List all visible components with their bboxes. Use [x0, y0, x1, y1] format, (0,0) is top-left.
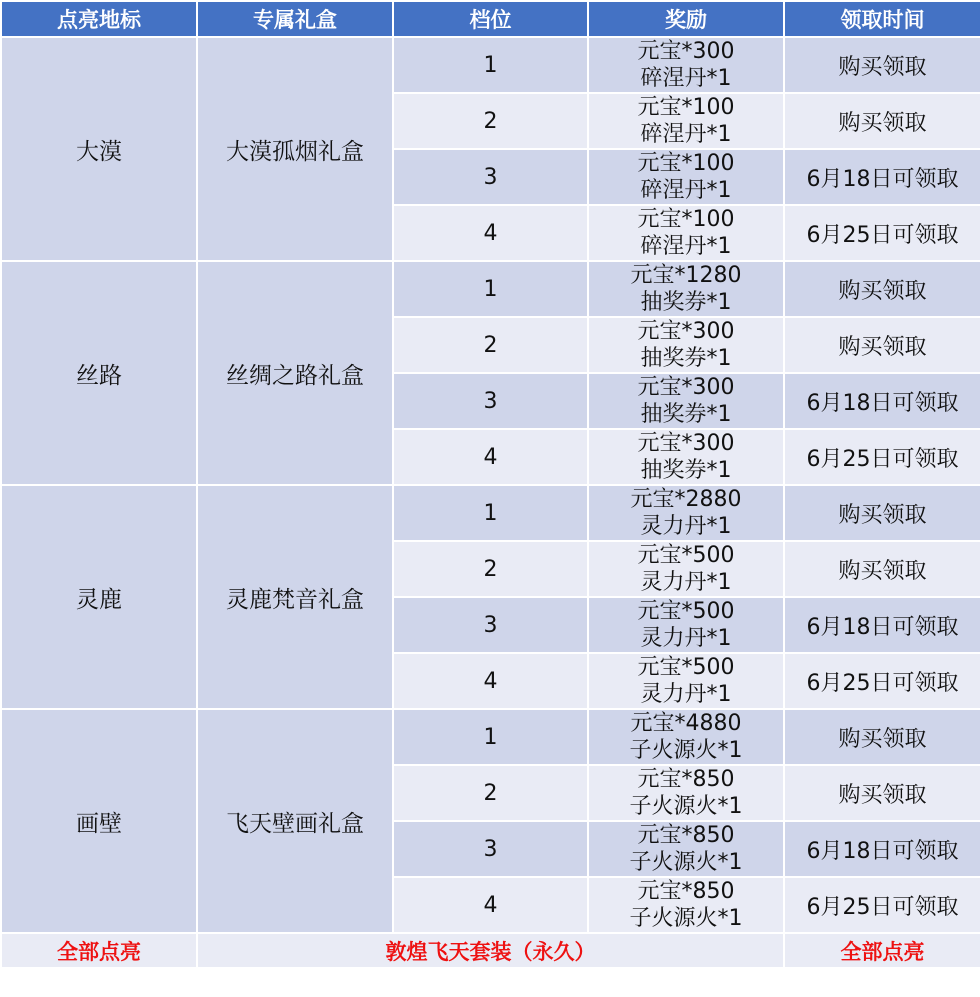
reward-line-1: 元宝*300 — [637, 319, 735, 344]
reward-line-2: 抽奖券*1 — [640, 402, 732, 427]
reward-line-2: 灵力丹*1 — [640, 514, 732, 539]
claim-time-cell: 6月25日可领取 — [784, 429, 980, 485]
tier-cell: 4 — [393, 429, 588, 485]
reward-line-2: 灵力丹*1 — [640, 570, 732, 595]
reward-cell — [588, 821, 784, 877]
reward-cell — [588, 877, 784, 933]
reward-line-2: 碎涅丹*1 — [640, 122, 732, 147]
reward-line-1: 元宝*850 — [637, 767, 735, 792]
reward-cell — [588, 149, 784, 205]
reward-cell — [588, 373, 784, 429]
footer-costume-reward: 敦煌飞天套装（永久） — [197, 933, 784, 968]
tier-cell: 2 — [393, 317, 588, 373]
reward-cell — [588, 653, 784, 709]
landmark-cell: 大漠 — [1, 37, 197, 261]
reward-line-2: 抽奖券*1 — [640, 290, 732, 315]
reward-line-2: 子火源火*1 — [629, 738, 743, 763]
reward-line-2: 抽奖券*1 — [640, 346, 732, 371]
table-row — [1, 709, 980, 765]
reward-line-2: 抽奖券*1 — [640, 458, 732, 483]
reward-cell — [588, 541, 784, 597]
claim-time-cell: 购买领取 — [784, 317, 980, 373]
reward-line-1: 元宝*1280 — [630, 263, 742, 288]
reward-line-2: 子火源火*1 — [629, 850, 743, 875]
reward-line-2: 子火源火*1 — [629, 794, 743, 819]
claim-time-cell: 购买领取 — [784, 37, 980, 93]
footer-row — [1, 933, 980, 968]
claim-time-cell: 6月18日可领取 — [784, 149, 980, 205]
reward-line-1: 元宝*100 — [637, 151, 735, 176]
claim-time-cell: 6月25日可领取 — [784, 205, 980, 261]
tier-cell: 1 — [393, 485, 588, 541]
gift-box-cell: 飞天壁画礼盒 — [197, 709, 393, 933]
reward-line-2: 子火源火*1 — [629, 906, 743, 931]
reward-cell — [588, 317, 784, 373]
reward-cell — [588, 709, 784, 765]
reward-line-2: 碎涅丹*1 — [640, 66, 732, 91]
footer-all-lit-left: 全部点亮 — [1, 933, 197, 968]
claim-time-cell: 6月25日可领取 — [784, 877, 980, 933]
reward-line-2: 灵力丹*1 — [640, 626, 732, 651]
footer-all-lit-right: 全部点亮 — [784, 933, 980, 968]
tier-cell: 2 — [393, 765, 588, 821]
landmark-cell: 画壁 — [1, 709, 197, 933]
reward-line-1: 元宝*850 — [637, 823, 735, 848]
reward-line-1: 元宝*500 — [637, 543, 735, 568]
reward-line-1: 元宝*100 — [637, 207, 735, 232]
reward-line-2: 碎涅丹*1 — [640, 178, 732, 203]
table-row — [1, 261, 980, 317]
tier-cell: 1 — [393, 261, 588, 317]
table-row — [1, 485, 980, 541]
claim-time-cell: 购买领取 — [784, 709, 980, 765]
reward-line-1: 元宝*500 — [637, 655, 735, 680]
reward-cell — [588, 37, 784, 93]
tier-cell: 3 — [393, 821, 588, 877]
tier-cell: 1 — [393, 37, 588, 93]
reward-cell — [588, 597, 784, 653]
landmark-cell: 丝路 — [1, 261, 197, 485]
reward-cell — [588, 765, 784, 821]
reward-line-1: 元宝*850 — [637, 879, 735, 904]
reward-line-1: 元宝*300 — [637, 375, 735, 400]
tier-cell: 3 — [393, 373, 588, 429]
reward-line-1: 元宝*4880 — [630, 711, 742, 736]
reward-cell — [588, 429, 784, 485]
tier-cell: 3 — [393, 597, 588, 653]
reward-table-body — [1, 1, 980, 968]
claim-time-cell: 购买领取 — [784, 261, 980, 317]
reward-cell — [588, 261, 784, 317]
reward-line-1: 元宝*300 — [637, 39, 735, 64]
reward-cell — [588, 205, 784, 261]
claim-time-cell: 购买领取 — [784, 541, 980, 597]
claim-time-cell: 6月18日可领取 — [784, 821, 980, 877]
reward-cell — [588, 485, 784, 541]
gift-box-cell: 大漠孤烟礼盒 — [197, 37, 393, 261]
reward-line-1: 元宝*2880 — [630, 487, 742, 512]
table-row — [1, 37, 980, 93]
tier-cell: 4 — [393, 205, 588, 261]
header-claim-time: 领取时间 — [784, 1, 980, 37]
tier-cell: 2 — [393, 541, 588, 597]
tier-cell: 1 — [393, 709, 588, 765]
reward-line-2: 灵力丹*1 — [640, 682, 732, 707]
header-gift-box: 专属礼盒 — [197, 1, 393, 37]
reward-line-1: 元宝*100 — [637, 95, 735, 120]
claim-time-cell: 购买领取 — [784, 765, 980, 821]
claim-time-cell: 6月18日可领取 — [784, 373, 980, 429]
tier-cell: 3 — [393, 149, 588, 205]
reward-line-1: 元宝*300 — [637, 431, 735, 456]
header-reward: 奖励 — [588, 1, 784, 37]
claim-time-cell: 购买领取 — [784, 485, 980, 541]
tier-cell: 4 — [393, 653, 588, 709]
claim-time-cell: 购买领取 — [784, 93, 980, 149]
header-landmark: 点亮地标 — [1, 1, 197, 37]
reward-cell — [588, 93, 784, 149]
header-tier: 档位 — [393, 1, 588, 37]
reward-line-1: 元宝*500 — [637, 599, 735, 624]
table-header-row — [1, 1, 980, 37]
tier-cell: 4 — [393, 877, 588, 933]
landmark-cell: 灵鹿 — [1, 485, 197, 709]
tier-cell: 2 — [393, 93, 588, 149]
claim-time-cell: 6月25日可领取 — [784, 653, 980, 709]
reward-line-2: 碎涅丹*1 — [640, 234, 732, 259]
gift-box-cell: 丝绸之路礼盒 — [197, 261, 393, 485]
gift-box-cell: 灵鹿梵音礼盒 — [197, 485, 393, 709]
claim-time-cell: 6月18日可领取 — [784, 597, 980, 653]
